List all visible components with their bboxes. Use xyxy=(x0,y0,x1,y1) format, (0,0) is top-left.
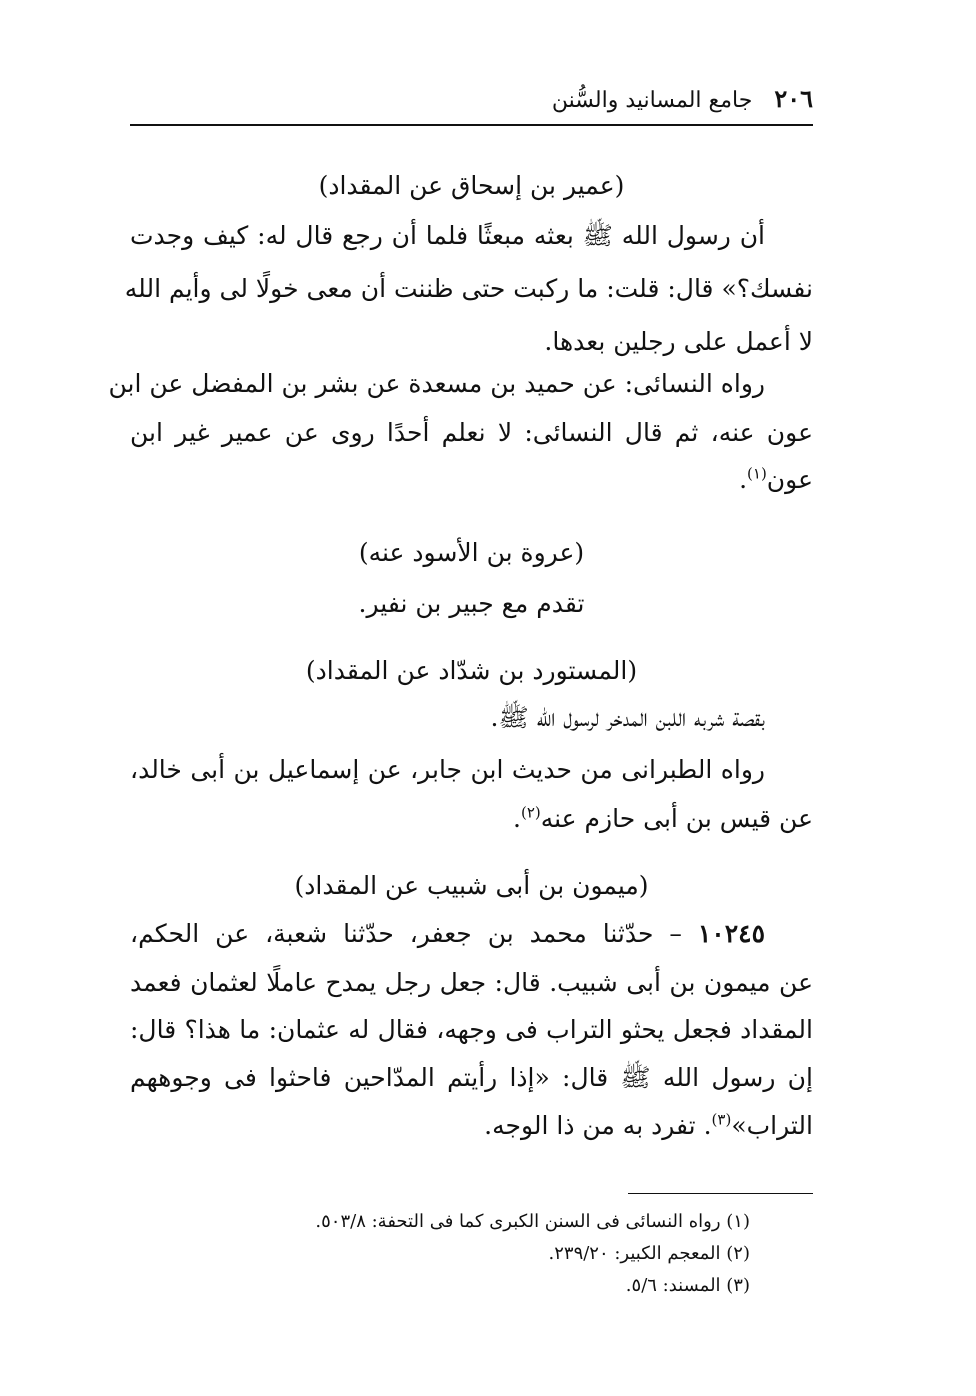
footnote: (١) رواه النسائى فى السنن الكبرى كما فى التحفة: ٥٠٣/٨. xyxy=(315,1211,750,1232)
text-line: عون عنه، ثم قال النسائى: لا نعلم أحدًا روى عن عمير غير ابن xyxy=(130,418,813,447)
section-title-umair: (عمير بن إسحاق عن المقداد) xyxy=(318,171,625,200)
text-line xyxy=(130,914,813,954)
text-line: نفسك؟» قال: قلت: ما ركبت حتى ظننت أن معى خولًا لى وأيم الله xyxy=(124,274,813,303)
page-number: ٢٠٦ xyxy=(774,84,813,113)
text-fragment: . xyxy=(513,804,521,833)
running-title: جامع المسانيد والسُّنن xyxy=(551,88,753,113)
text-line: تقدم مع جبير بن نفير. xyxy=(358,589,585,618)
hadith-number: ١٠٢٤٥ xyxy=(697,919,765,948)
text-fragment: . xyxy=(739,465,748,494)
footnote: (٢) المعجم الكبير: ٢٣٩/٢٠. xyxy=(548,1243,750,1264)
text-fragment: عن قيس بن أبى حازم عنه xyxy=(540,804,813,833)
text-line: بقصة شربه اللبن المدخر لرسول الله ﷺ. xyxy=(490,703,765,732)
page-header xyxy=(130,84,813,113)
footnote: (٣) المسند: ٥/٦. xyxy=(625,1275,750,1296)
text-fragment: . تفرد به من ذا الوجه. xyxy=(484,1111,712,1140)
text-line: عن ميمون بن أبى شبيب. قال: جعل رجل يمدح عاملًا لعثمان فعمد xyxy=(130,968,813,997)
text-fragment: – حدّثنا محمد بن جعفر، حدّثنا شعبة، عن الحكم، xyxy=(130,919,698,948)
footnote-ref: (٢) xyxy=(520,803,541,822)
text-line: رواه النسائى: عن حميد بن مسعدة عن بشر بن المفضل عن ابن xyxy=(108,369,765,398)
text-fragment: عون xyxy=(766,465,813,494)
text-line: لا أعمل على رجلين بعدها. xyxy=(544,327,813,356)
footnote-ref: (١) xyxy=(747,464,767,483)
text-line: المقداد فجعل يحثو التراب فى وجهه، فقال له عثمان: ما هذا؟ قال: xyxy=(130,1015,813,1044)
text-fragment: التراب» xyxy=(731,1111,813,1140)
section-title-maymun: (ميمون بن أبى شبيب عن المقداد) xyxy=(294,871,649,900)
footnote-rule xyxy=(628,1193,813,1194)
text-line: رواه الطبرانى من حديث ابن جابر، عن إسماعيل بن أبى خالد، xyxy=(130,755,765,784)
section-title-urwa: (عروة بن الأسود عنه) xyxy=(358,538,585,567)
text-line xyxy=(130,799,813,839)
footnote-ref: (٣) xyxy=(711,1110,732,1129)
text-line xyxy=(130,1106,813,1146)
text-line xyxy=(130,460,813,500)
section-title-mustawrid: (المستورد بن شدّاد عن المقداد) xyxy=(305,656,638,685)
text-line: إن رسول الله ﷺ قال: «إذا رأيتم المدّاحين فاحثوا فى وجوههم xyxy=(130,1063,813,1092)
text-line: أن رسول الله ﷺ بعثه مبعثًا فلما أن رجع قال له: كيف وجدت xyxy=(130,221,765,250)
header-rule xyxy=(130,124,813,126)
